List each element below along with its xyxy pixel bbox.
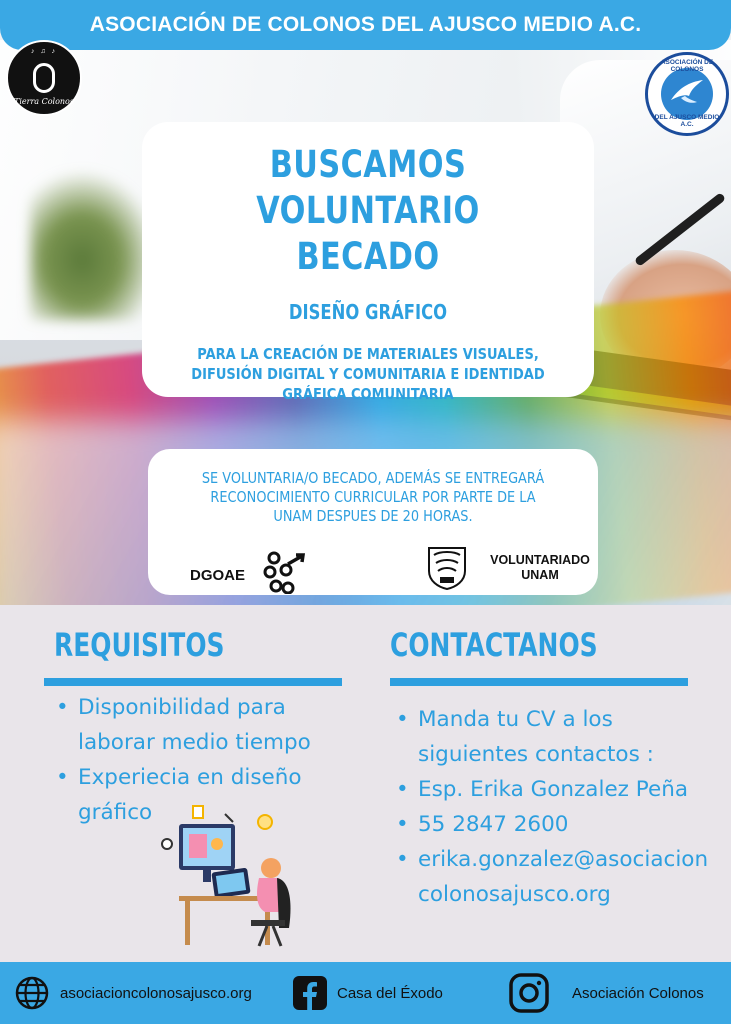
footer-facebook[interactable] (293, 962, 443, 1024)
recognition-card (148, 449, 598, 595)
headline-card (142, 122, 594, 403)
radio-microphone-logo: ♪ ♫ ♪ Tierra Colonos (6, 40, 82, 116)
list-item: • Disponibilidad para (56, 690, 311, 725)
contact-phone: • 55 2847 2600 (396, 807, 708, 842)
voluntariado-unam-label: VOLUNTARIADO UNAM (490, 553, 590, 582)
list-item: • Experiecia en diseño (56, 760, 311, 795)
headline-description: PARA LA CREACIÓN DE MATERIALES VISUALES, DIFUSIÓN DIGITAL Y COMUNITARIA E IDENTIDAD GRÁFICA COMUNITARIA (191, 345, 545, 403)
list-item-continuation: laborar medio tiempo (78, 730, 311, 755)
website-text: asociacioncolonosajusco.org (60, 984, 252, 1002)
recognition-text: SE VOLUNTARIA/O BECADO, ADEMÁS SE ENTREGARÁ RECONOCIMIENTO CURRICULAR POR PARTE DE LA UNAM DESPUES DE 20 HORAS. (201, 469, 545, 525)
globe-icon (14, 975, 50, 1011)
dgoae-label: DGOAE (190, 567, 246, 584)
requisitos-title: REQUISITOS (54, 626, 225, 664)
list-item-continuation: siguientes contactos : (418, 742, 654, 767)
designer-illustration (155, 800, 300, 950)
list-item-continuation: gráfico (78, 800, 153, 825)
bird-icon (667, 74, 707, 114)
facebook-text: Casa del Éxodo (337, 984, 443, 1002)
contact-name: • Esp. Erika Gonzalez Peña (396, 772, 708, 807)
bird-seal-logo: ASOCIACIÓN DE COLONOS DEL AJUSCO MEDIO A.C. (645, 52, 729, 136)
contactanos-list (396, 702, 708, 912)
headline-subtitle: DISEÑO GRÁFICO (288, 300, 448, 324)
instagram-icon (508, 972, 550, 1014)
headline-title: BUSCAMOS VOLUNTARIO BECADO (256, 143, 480, 278)
footer-instagram[interactable] (508, 962, 704, 1024)
list-item: • Manda tu CV a los (396, 702, 708, 737)
instagram-text: Asociación Colonos (572, 984, 704, 1002)
contactanos-divider (390, 678, 688, 686)
contactanos-title: CONTACTANOS (390, 626, 598, 664)
requisitos-divider (44, 678, 342, 686)
footer-website[interactable] (14, 962, 252, 1024)
header-title: ASOCIACIÓN DE COLONOS DEL AJUSCO MEDIO A.C. (89, 13, 642, 36)
dgoae-logo-icon (262, 550, 308, 594)
header-banner (0, 0, 731, 50)
contact-email: • erika.gonzalez@asociacion (396, 842, 708, 877)
facebook-icon (293, 976, 327, 1010)
footer-bar (0, 962, 731, 1024)
contact-email-continuation: colonosajusco.org (418, 882, 611, 907)
unam-shield-icon (426, 545, 468, 591)
